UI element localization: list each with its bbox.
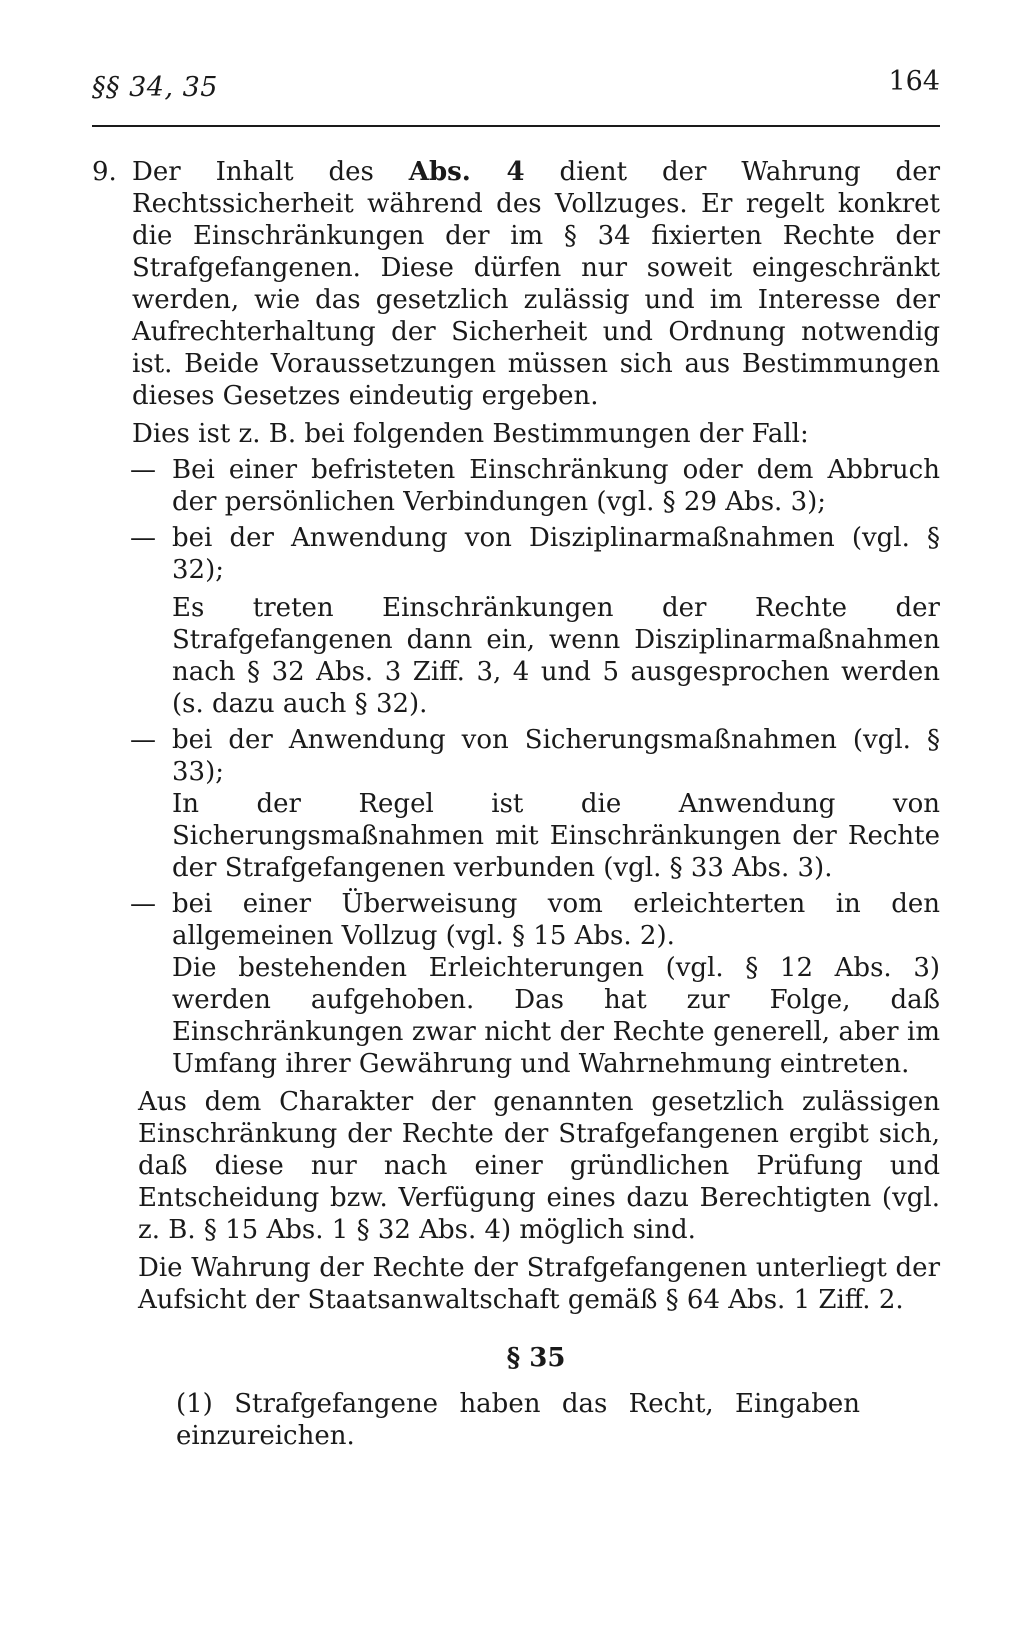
dash-bullet: — — [130, 455, 156, 485]
closing-paragraph: Die Wahrung der Rechte der Strafgefangenen unterliegt der Aufsicht der Staatsanwaltschaft gemäß § 64 Abs. 1 Ziff. 2. — [138, 1253, 940, 1315]
list-item-text: bei der Anwendung von Sicherungsmaßnahmen (vgl. § 33); — [172, 725, 940, 787]
header-rule — [92, 125, 940, 127]
dash-bullet: — — [130, 523, 156, 553]
section-reference: §§ 34, 35 — [92, 72, 218, 103]
list-item — [92, 724, 940, 884]
list-item-explanation: In der Regel ist die Anwendung von Sicherungsmaßnahmen mit Einschränkungen der Rechte der Strafgefangenen verbunden (vgl. § 33 Abs. 3). — [172, 789, 940, 883]
list-item — [92, 888, 940, 1080]
commentary-note — [92, 156, 940, 412]
list-item-text: Bei einer befristeten Einschränkung oder dem Abbruch der persönlichen Verbindungen (vgl. § 29 Abs. 3); — [172, 455, 940, 517]
note-bold-reference: Abs. 4 — [408, 157, 525, 187]
provision-list — [92, 454, 940, 1080]
list-item-explanation: Die bestehenden Erleichterungen (vgl. § 12 Abs. 3) werden aufgehoben. Das hat zur Folge, daß Einschränkungen zwar nicht der Rechte generell, aber im Umfang ihrer Gewährung und Wahrnehmung eintreten. — [172, 953, 940, 1079]
list-item — [92, 454, 940, 518]
note-number: 9. — [92, 157, 117, 187]
running-head — [92, 66, 940, 106]
list-item — [92, 522, 940, 720]
page-body — [92, 156, 940, 1452]
note-text-rest: dient der Wahrung der Rechtssicherheit während des Vollzuges. Er regelt konkret die Einschränkungen der im § 34 fixierten Rechte der Strafgefangenen. Diese dürfen nur soweit eingeschränkt werden, wie das gesetzlich zulässig und im Interesse der Aufrechterhaltung der Sicherheit und Ordnung notwendig ist. Beide Voraussetzungen müssen sich aus Bestimmungen dieses Gesetzes eindeutig ergeben. — [132, 157, 941, 411]
note-text-start: Der Inhalt des — [132, 157, 409, 187]
closing-paragraph: Aus dem Charakter der genannten gesetzlich zulässigen Einschränkung der Rechte der Strafgefangenen ergibt sich, daß diese nur nach einer gründlichen Prüfung und Entscheidung bzw. Verfügung eines dazu Berechtigten (vgl. z. B. § 15 Abs. 1 § 32 Abs. 4) möglich sind. — [138, 1087, 940, 1245]
dash-bullet: — — [130, 725, 156, 755]
page-number: 164 — [888, 66, 940, 97]
dash-bullet: — — [130, 889, 156, 919]
section-paragraph: (1) Strafgefangene haben das Recht, Eingaben einzureichen. — [176, 1389, 860, 1451]
section-heading: § 35 — [506, 1343, 566, 1373]
list-item-text: bei einer Überweisung vom erleichterten in den allgemeinen Vollzug (vgl. § 15 Abs. 2). — [172, 889, 940, 951]
list-intro: Dies ist z. B. bei folgenden Bestimmungen der Fall: — [132, 419, 809, 449]
list-item-explanation: Es treten Einschränkungen der Rechte der Strafgefangenen dann ein, wenn Disziplinarmaßnahmen nach § 32 Abs. 3 Ziff. 3, 4 und 5 ausgesprochen werden (s. dazu auch § 32). — [172, 593, 940, 719]
list-item-text: bei der Anwendung von Disziplinarmaßnahmen (vgl. § 32); — [172, 523, 940, 585]
